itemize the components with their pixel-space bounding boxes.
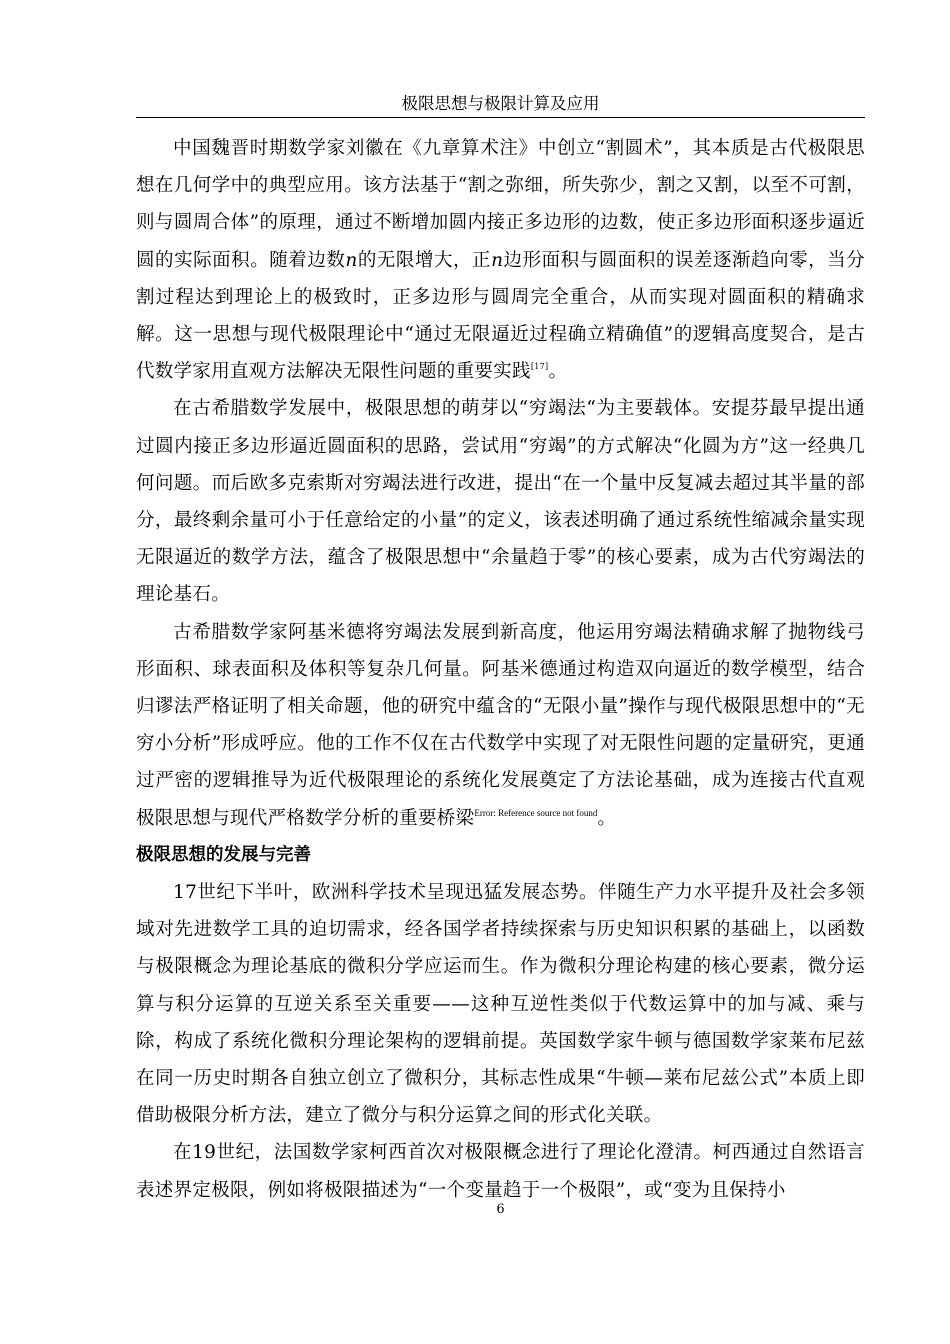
variable-n: n (345, 249, 358, 271)
paragraph-calculus: 17世纪下半叶，欧洲科学技术呈现迅猛发展态势。伴随生产力水平提升及社会多领域对先进数学工具的迫切需求，经各国学者持续探索与历史知识积累的基础上，以函数与极限概念为理论基底的微积分学应运而生。作为微积分理论构建的核心要素，微分运算与积分运算的互逆关系至关重要——这种互逆性类似于代数运算中的加与减、乘与除，构成了系统化微积分理论架构的逻辑前提。英国数学家牛顿与德国数学家莱布尼兹在同一历史时期各自独立创立了微积分，其标志性成果“牛顿—莱布尼兹公式”本质上即借助极限分析方法，建立了微分与积分运算之间的形式化关联。 (136, 882, 865, 1127)
running-title: 极限思想与极限计算及应用 (401, 94, 600, 113)
paragraph-exhaustion-method: 在古希腊数学发展中，极限思想的萌芽以“穷竭法“为主要载体。安提芬最早提出通过圆内接正多边形逼近圆面积的思路，尝试用“穷竭”的方式解决“化圆为方”这一经典几何问题。而后欧多克索斯对穷竭法进行改进，提出“在一个量中反复减去超过其半量的部分，最终剩余量可小于任意给定的小量”的定义，该表述明确了通过系统性缩减余量实现无限逼近的数学方法，蕴含了极限思想中“余量趋于零”的核心要素，成为古代穷竭法的理论基石。 (136, 398, 865, 606)
paragraph-archimedes: 古希腊数学家阿基米德将穷竭法发展到新高度，他运用穷竭法精确求解了抛物线弓形面积、球表面积及体积等复杂几何量。阿基米德通过构造双向逼近的数学模型，结合归谬法严格证明了相关命题，他的研究中蕴含的“无限小量”操作与现代极限思想中的“无穷小分析”形成呼应。他的工作不仅在古代数学中实现了对无限性问题的定量研究，更通过严密的逻辑推导为近代极限理论的系统化发展奠定了方法论基础，成为连接古代直观极限思想与现代严格数学分析的重要桥梁$^{Error: Reference source not found}$。 (136, 621, 865, 829)
paragraph-cauchy: 在19世纪，法国数学家柯西首次对极限概念进行了理论化澄清。柯西通过自然语言表述界定极限，例如将极限描述为“一个变量趋于一个极限”，或“变为且保持小 (136, 1142, 865, 1201)
body-text (136, 130, 865, 1209)
section-heading: 极限思想的发展与完善 (136, 844, 311, 865)
paragraph-liu-hui: 中国魏晋时期数学家刘徽在《九章算术注》中创立“割圆术”，其本质是古代极限思想在几何学中的典型应用。该方法基于“割之弥细，所失弥少，割之又割，以至不可割，则与圆周合体”的原理，通过不断增加圆内接正多边形的边数，使正多边形面积逐步逼近圆的实际面积。随着边数n的无限增大，正n边形面积与圆面积的误差逐渐趋向零，当分割过程达到理论上的极致时，正多边形与圆周完全重合，从而实现对圆面积的精确求解。这一思想与现代极限理论中“通过无限逼近过程确立精确值”的逻辑高度契合，是古代数学家用直观方法解决无限性问题的重要实践[17]。 (136, 138, 865, 383)
citation-17: [17] (530, 362, 549, 372)
variable-n: n (491, 249, 504, 271)
page-number: 6 (496, 1202, 505, 1217)
running-header (136, 91, 865, 118)
reference-error: Error: Reference source not found (474, 807, 598, 818)
